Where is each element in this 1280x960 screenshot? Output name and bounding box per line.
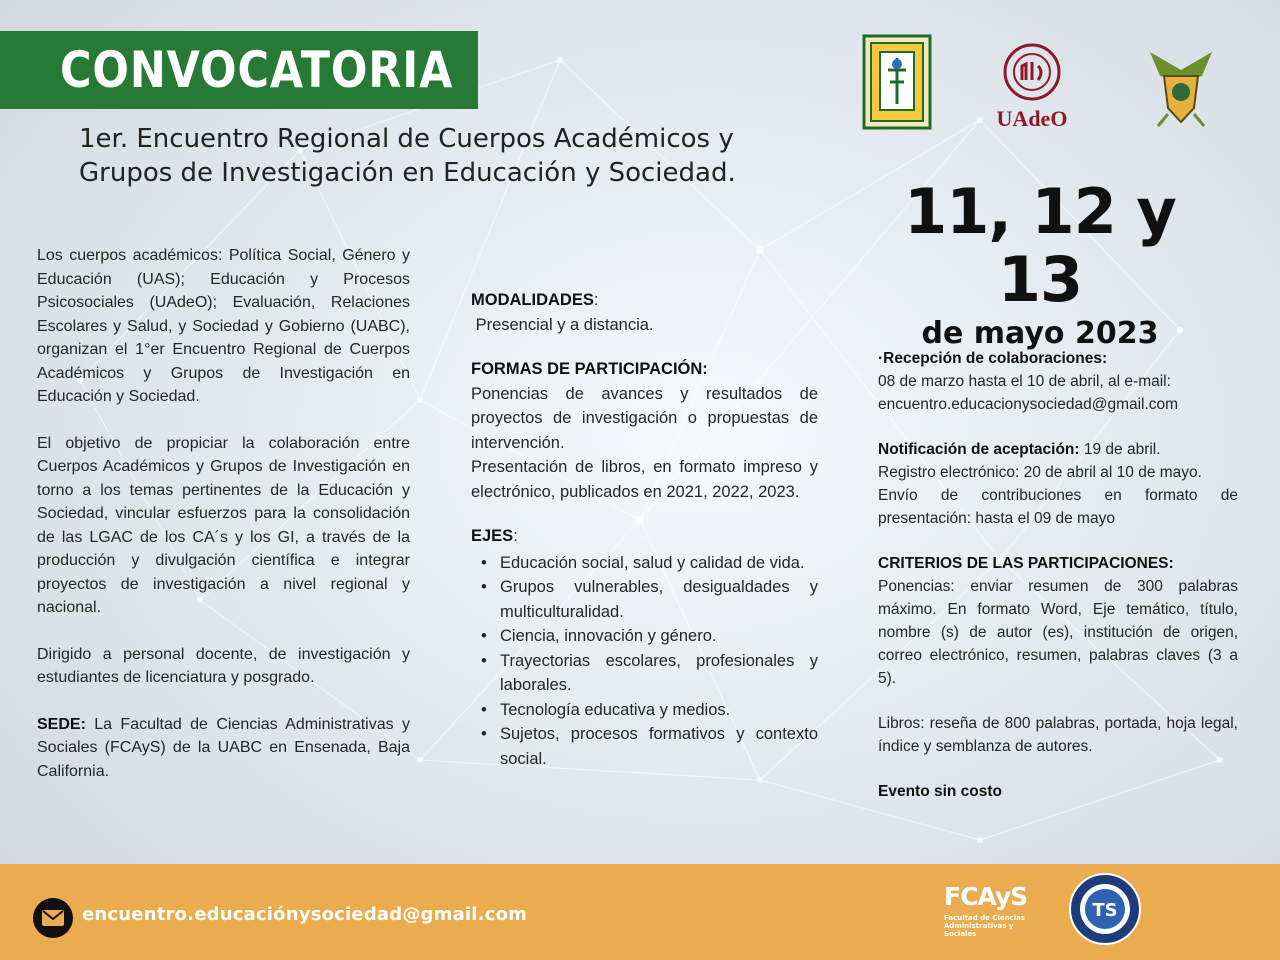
fcays-logo-text: FCAyS xyxy=(944,882,1028,911)
criteria-heading xyxy=(878,552,1238,575)
notification-line xyxy=(878,438,1238,461)
submission-text: Envío de contribuciones en formato de presentación: hasta el 09 de mayo xyxy=(878,487,1238,527)
participation-heading xyxy=(471,357,818,382)
envelope-icon xyxy=(42,910,64,926)
event-subtitle xyxy=(79,122,779,190)
participation-label: FORMAS DE PARTICIPACIÓN: xyxy=(471,360,708,378)
uadeo-seal-icon xyxy=(990,42,1074,102)
trabajo-social-seal xyxy=(1068,872,1142,946)
axes-label: EJES xyxy=(471,527,514,545)
notification-date: 19 de abril. xyxy=(1079,441,1161,458)
fcays-subtitle xyxy=(944,914,1044,938)
registration-text: Registro electrónico: 20 de abril al 10 de mayo. xyxy=(878,464,1202,481)
event-dates xyxy=(860,175,1220,354)
venue-text: La Facultad de Ciencias Administrativas y Sociales (FCAyS) de la UABC en Ensenada, Baja California. xyxy=(37,715,410,780)
subtitle-line-1: 1er. Encuentro Regional de Cuerpos Académicos y xyxy=(79,124,734,154)
list-item: • Educación social, salud y calidad de vida. xyxy=(471,551,818,576)
reception-email[interactable]: encuentro.educacionysociedad@gmail.com xyxy=(878,396,1179,413)
participation-books: Presentación de libros, en formato impreso y electrónico, publicados en 2021, 2022, 2023. xyxy=(471,458,818,501)
list-item: • Tecnología educativa y medios. xyxy=(471,698,818,723)
axes-list xyxy=(471,551,818,772)
list-item: • Grupos vulnerables, desigualdades y multiculturalidad. xyxy=(471,575,818,624)
free-event-note xyxy=(878,780,1238,803)
event-days: 11, 12 y 13 xyxy=(904,175,1176,316)
middle-column xyxy=(471,288,818,771)
fcays-logo xyxy=(944,882,1044,952)
participation-paper: Ponencias de avances y resultados de proyectos de investigación o propuestas de intervención. xyxy=(471,384,818,452)
event-month-year: de mayo 2023 xyxy=(921,316,1159,351)
uabc-eagle-logo xyxy=(1144,42,1218,128)
reception-label: ·Recepción de colaboraciones: xyxy=(878,350,1108,367)
organizers-paragraph: Los cuerpos académicos: Política Social, Género y Educación (UAS); Educación y Procesos Psicosociales (UAdeO); Evaluación, Relaciones Escolares y Salud, y Sociedad y Gobierno (UABC), organizan el 1°er Encuentro Regional de Cuerpos Académicos y Grupos de Investigación en Educación y Sociedad. xyxy=(37,247,410,405)
footer-bar xyxy=(0,864,1280,960)
reception-text: 08 de marzo hasta el 10 de abril, al e-mail: xyxy=(878,373,1171,390)
free-event-label: Evento sin costo xyxy=(878,783,1003,800)
criteria-books: Libros: reseña de 800 palabras, portada, hoja legal, índice y semblanza de autores. xyxy=(878,715,1238,755)
mail-icon xyxy=(33,898,73,938)
fcays-sub-line-3: Sociales xyxy=(944,930,977,938)
uas-logo xyxy=(862,34,932,130)
banner-title: CONVOCATORIA xyxy=(60,41,454,99)
fcays-sub-line-2: Administrativas y xyxy=(944,922,1014,930)
list-item: • Trayectorias escolares, profesionales y laborales. xyxy=(471,649,818,698)
ts-seal-text: TS xyxy=(1092,900,1118,921)
modalities-label: MODALIDADES xyxy=(471,291,594,309)
venue-paragraph xyxy=(37,713,410,784)
modalities-heading: MODALIDADES: xyxy=(471,291,599,309)
uadeo-logo-text: UAdeO xyxy=(996,106,1068,131)
objective-paragraph: El objetivo de propiciar la colaboración entre Cuerpos Académicos y Grupos de Investigación en torno a los temas pertinentes de la Educación y Sociedad, vincular esfuerzos para la consolidación de las LGAC de los CA´s y los GI, a través de la producción y divulgación científica e integrar proyectos de investigación a nivel regional y nacional. xyxy=(37,434,410,616)
list-item: • Sujetos, procesos formativos y contexto social. xyxy=(471,722,818,771)
reception-heading xyxy=(878,347,1238,370)
axes-heading: EJES: xyxy=(471,527,518,545)
fcays-sub-line-1: Facultad de Ciencias xyxy=(944,914,1026,922)
footer-email-link[interactable]: encuentro.educaciónysociedad@gmail.com xyxy=(82,904,528,925)
ts-seal-icon xyxy=(1068,872,1142,946)
list-item: • Ciencia, innovación y género. xyxy=(471,624,818,649)
institution-logos xyxy=(862,34,1252,130)
left-column xyxy=(37,244,410,783)
notification-label: Notificación de aceptación: xyxy=(878,441,1080,458)
venue-label: SEDE: xyxy=(37,715,86,733)
uadeo-logo xyxy=(990,42,1074,131)
audience-paragraph: Dirigido a personal docente, de investigación y estudiantes de licenciatura y posgrado. xyxy=(37,645,410,686)
header-banner xyxy=(0,31,478,109)
criteria-papers: Ponencias: enviar resumen de 300 palabras máximo. En formato Word, Eje temático, título, nombre (s) de autor (es), institución de origen, correo electrónico, resumen, palabras claves (3 a 5). xyxy=(878,578,1238,687)
subtitle-line-2: Grupos de Investigación en Educación y Sociedad. xyxy=(79,158,736,188)
right-column xyxy=(878,347,1238,803)
modalities-text: Presencial y a distancia. xyxy=(471,315,654,334)
criteria-label: CRITERIOS DE LAS PARTICIPACIONES: xyxy=(878,555,1174,572)
